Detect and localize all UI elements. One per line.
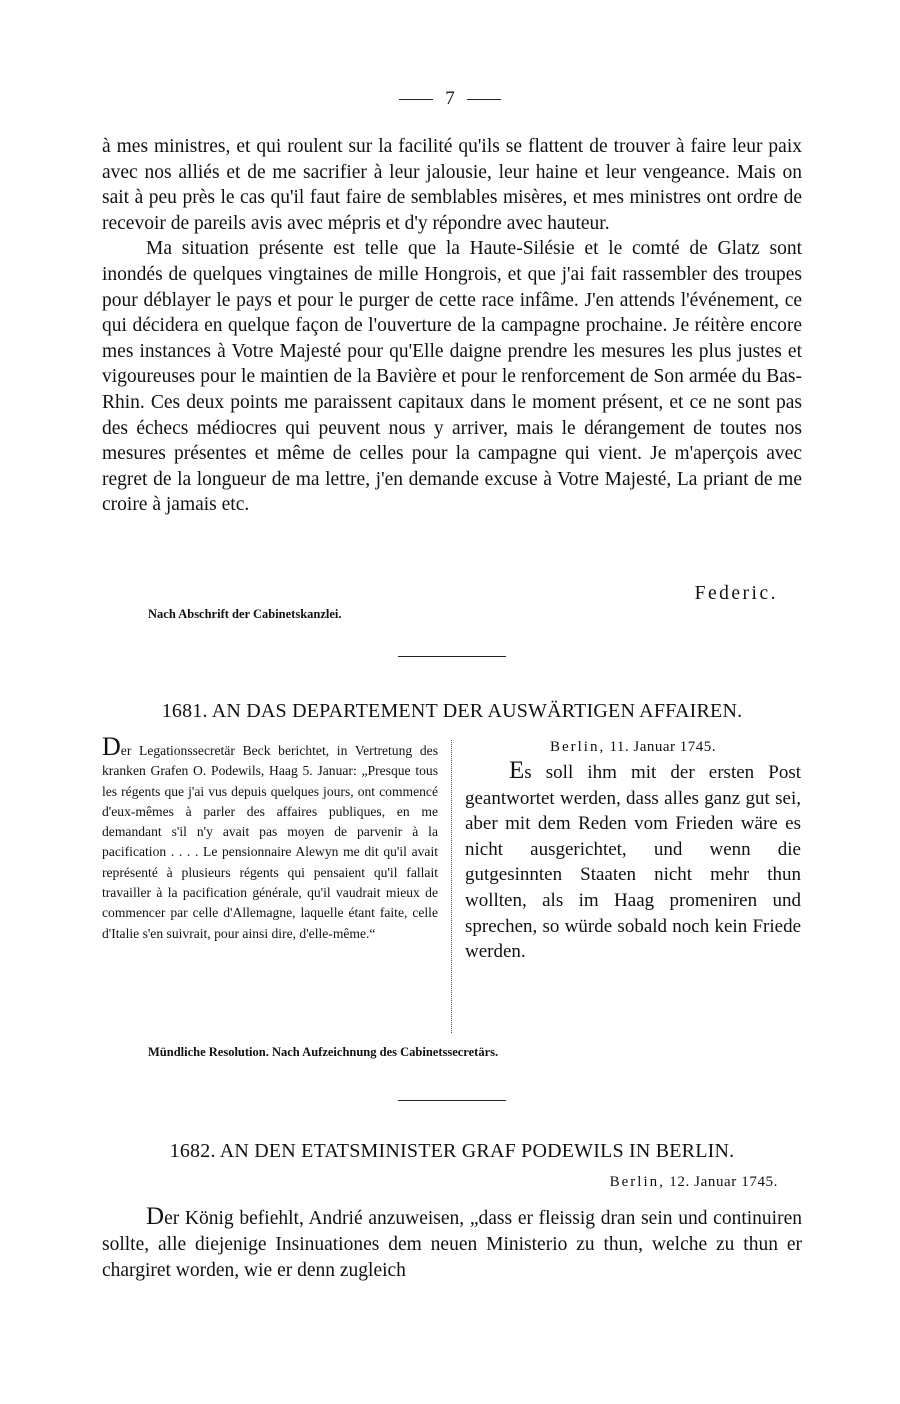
left-column-report: [102, 732, 438, 944]
source-note-cabinetssecretaer: Mündliche Resolution. Nach Aufzeichnung des Cabinetssecretärs.: [148, 1045, 499, 1059]
dateline-place: Berlin,: [549, 739, 606, 755]
column-divider-dotted: [451, 740, 452, 1033]
resolution-text: s soll ihm mit der ersten Post geantwortet werden, dass alles ganz gut sei, aber mit dem Reden vom Frieden wäre es nicht ausgerichtet, und wenn die gutgesinnten Staaten nicht mehr thun wollten, als im Haag promeniren und sprechen, so würde sobald noch kein Friede werden.: [465, 762, 801, 963]
letter-1681-preceding-text: [102, 134, 802, 518]
letter-paragraph-2: Ma situation présente est telle que la Haute-Silésie et le comté de Glatz sont inondés de quelques vingtaines de mille Hongrois, et que j'ai fait rassembler des troupes pour déblayer le pays et pour le purger de cette race infâme. J'en attends l'événement, ce qui décidera en quelque façon de l'ouverture de la campagne prochaine. Je réitère encore mes instances à Votre Majesté pour qu'Elle daigne prendre les mesures les plus justes et vigoureuses pour le maintien de la Bavière et pour le renforcement de Son armée du Bas-Rhin. Ces deux points me paraissent capitaux dans le moment présent, et ce ne sont pas des échecs médiocres qui peuvent nous y arriver, mais le dérangement de toutes nos mesures présentes et même de celles pour la campagne qui vient. Je m'aperçois avec regret de la longueur de ma lettre, j'en demande excuse à Votre Majesté, La priant de me croire à jamais etc.: [102, 238, 802, 516]
signature-federic: Federic.: [694, 583, 778, 604]
drop-cap-d-1682: D: [146, 1203, 165, 1230]
dateline-date-1682: 12. Januar 1745.: [669, 1174, 778, 1190]
page-number-rule-right: [467, 99, 501, 100]
letter-1682-body: er König befiehlt, Andrié anzuweisen, „dass er fleissig dran sein und continuiren sollte, alle diejenige Insinuationes dem neuen Ministerio zu thun, welche zu thun er chargiret worden, wie er denn zugleich: [102, 1208, 802, 1281]
dateline-date: 11. Januar 1745.: [609, 739, 717, 755]
dateline-1681: [465, 737, 801, 758]
drop-cap-d: D: [102, 732, 121, 761]
letter-1682-paragraph: [102, 1204, 802, 1284]
page-number: [0, 88, 900, 110]
drop-cap-e: E: [509, 757, 525, 784]
dateline-place-1682: Berlin,: [609, 1174, 665, 1190]
heading-1682: 1682. AN DEN ETATSMINISTER GRAF PODEWILS IN BERLIN.: [169, 1140, 735, 1162]
dateline-1682: [610, 1174, 778, 1191]
right-column-resolution: [465, 737, 801, 965]
page-number-rule-left: [399, 99, 433, 100]
source-note-cabinetskanzlei: Nach Abschrift der Cabinetskanzlei.: [148, 607, 342, 621]
left-column-text: er Legationssecretär Beck berichtet, in Vertretung des kranken Grafen O. Podewils, Haag 5. Januar: „Presque tous les régents que j'ai vus depuis quelques jours, ont commencé d'eux-mêmes à parler des affaires publiques, en me demandant s'il n'y avait pas moyen de parvenir à la pacification . . . . Le pensionnaire Alewyn me dit qu'il avait représenté à plusieurs régents qui pensaient qu'il fallait travailler à la pacification générale, qu'il vaudrait mieux de commencer par celle d'Allemagne, laquelle étant faite, celle d'Italie s'en suivrait, pour ainsi dire, d'elle-même.“: [102, 743, 438, 941]
page-number-text: 7: [445, 88, 455, 109]
resolution-paragraph: [465, 758, 801, 965]
letter-paragraph-1: à mes ministres, et qui roulent sur la facilité qu'ils se flattent de trouver à faire leur paix avec nos alliés et de me sacrifier à leur jalousie, leur haine et leur vengeance. Mais on sait à peu près le cas qu'il faut faire de semblables misères, et mes ministres ont ordre de recevoir de pareils avis avec mépris et d'y répondre avec hauteur.: [102, 136, 802, 234]
letter-1682-text: [102, 1204, 802, 1284]
section-divider: [398, 656, 506, 657]
heading-1681: 1681. AN DAS DEPARTEMENT DER AUSWÄRTIGEN AFFAIREN.: [161, 700, 743, 722]
section-divider-2: [398, 1100, 506, 1101]
